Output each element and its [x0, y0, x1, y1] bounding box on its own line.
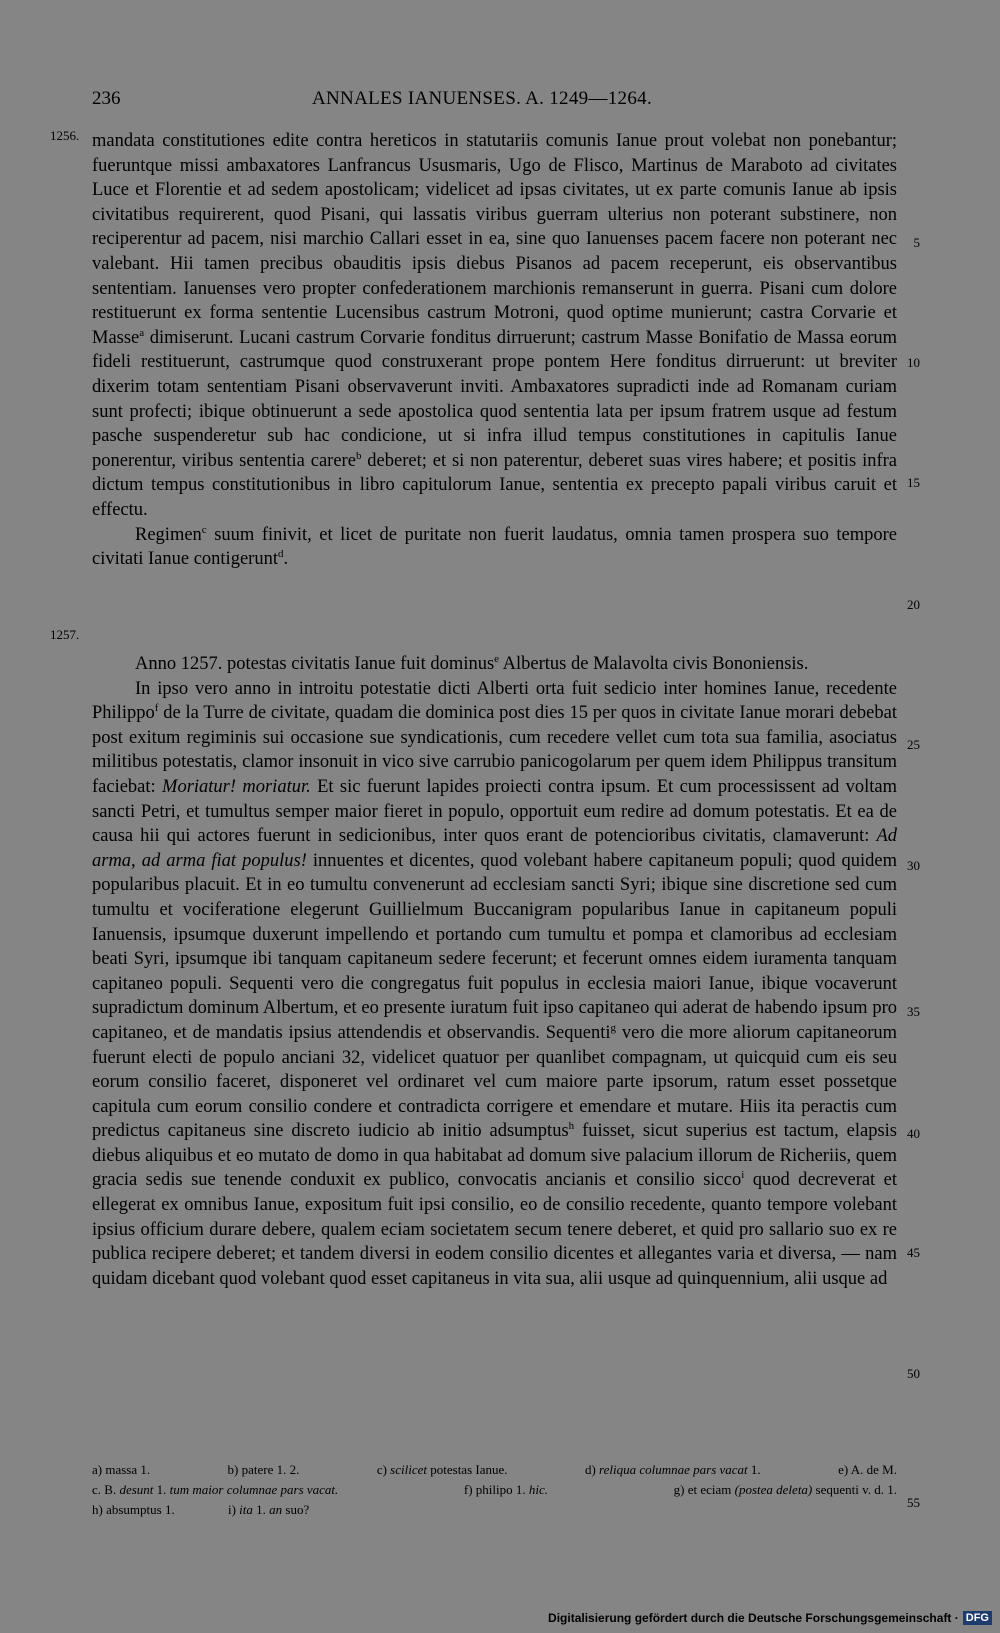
footnote-ref: g: [610, 1021, 616, 1034]
footnote-b: b) patere 1. 2.: [227, 1462, 300, 1477]
line-number: 50: [907, 1366, 920, 1381]
footnote-c: c) scilicet potestas Ianue.: [376, 1462, 508, 1477]
footnote-ref: f: [154, 702, 159, 715]
footnote-d: d) reliqua columnae pars vacat 1.: [584, 1462, 761, 1477]
footnotes: [92, 1460, 897, 1520]
footnote-ref: i: [741, 1169, 745, 1182]
footnote-f: f) philipo 1. hic.: [463, 1482, 549, 1497]
footnote-e-cont: c. B. desunt 1. tum maior columnae pars vacat.: [92, 1482, 339, 1497]
paragraph: In ipso vero anno in introitu potestatie dicti Alberti orta fuit sedicio inter homines Ianue, recedente Philippo$^f$ de la Turre de civitate, quadam die dominica post dies 15 per quos in civitate Ianue morari debebat post exitum regiminis sui occasione sue syndicationis, cum recedere vellet cum tota sua familia, asociatus militibus potestatis, clamor insonuit in vico sive carrubio panicogolarum per quem idem Philippus transitum faciebat: Moriatur! moriatur. Et sic fuerunt lapides proiecti contra ipsum. Et cum processissent ad voltam sancti Petri, et tumultus semper maior fieret in populo, opportuit eum redire ad domum potestatis. Et ea de causa hii qui actores fuerunt in sedicionibus, inter quos erant de potencioribus civitatis, clamaverunt: Ad arma, ad arma fiat populus! innuentes et dicentes, quod volebant habere capitaneum populi; quod quidem popularibus placuit. Et in eo tumultu convenerunt ad ecclesiam sancti Syri; ibique sine discretione sed cum tumultu et vociferatione elegerunt Guillielmum Buccanigram popularibus Ianue in capitaneum populi Ianuensis, ipsumque duxerunt impellendo et portando cum tumultu et pompa et clamoribus ad ecclesiam beati Syri, ipsumque ibi tanquam capitaneum sedere fecerunt; et fecerunt omnes eidem iuramenta tanquam capitaneo populi. Sequenti vero die congregatus fuit populus in ecclesia maiori Ianue, ibique vocaverunt supradictum dominum Albertum, et eo presente iuratum fuit ipso capitaneo qui aderat de habendo ipsum pro capitaneo, et de mandatis ipsius attendendis et observandis. Sequenti$^g$ vero die more aliorum capitaneorum fuerunt electi de populo anciani 32, videlicet quatuor per quanlibet compagnam, ut quicquid cum eis seu eorum consilio faceret, disponeret vel ordinaret vel cum maiore parte ipsorum, ratum esset possetque capitula cum eorum consilio condere et contradicta corrigere et emendare et mutare. Hiis ita peractis cum predictus capitaneus sine discreto iudicio ab initio adsumptus$^h$ fuisset, sicut superius est tactum, elapsis diebus aliquibus et eo mutato de domo in qua habitabat ad domum sive palacium illorum de Richeriis, quem gracia sedis sue tenende conduxit ex publico, convocatis ancianis et consilio sicco$^i$ quod decreverat et ellegerat ex omnibus Ianue, expositum fuit ipsi consilio, eo de consilio recedente, quanto tempore volebant ipsius officium durare debere, qualem eciam societatem secum tenere deberet, et quid pro sallario suo ex re publica recipere deberet; et tandem diversi in eodem consilio dicentes et allegantes varia et diversa, — nam quidam dicebant quod volebant quod esset capitaneus in vita sua, alii usque ad quinquennium, alii usque ad: [92, 678, 897, 1289]
line-number: 5: [913, 235, 920, 250]
line-number: 10: [907, 355, 920, 370]
line-number: 30: [907, 858, 920, 873]
running-header: [92, 88, 892, 114]
paragraph: Regimen$^c$ suum finivit, et licet de puritate non fuerit laudatus, omnia tamen prospera suo tempore civitati Ianue contigerunt$^d$.: [92, 523, 897, 570]
paragraph: Anno 1257. potestas civitatis Ianue fuit dominus$^e$ Albertus de Malavolta civis Bononiensis.: [135, 652, 809, 674]
footnote-ref: b: [355, 449, 362, 462]
digitization-credit: [548, 1611, 992, 1625]
footnote-row: [92, 1480, 897, 1500]
footnote-row: [92, 1500, 897, 1520]
page-number: 236: [92, 88, 121, 109]
footnote-h: h) absumptus 1.: [92, 1502, 175, 1517]
margin-year-1256: 1256.: [50, 128, 80, 143]
section-1256: [92, 129, 897, 572]
footnote-ref: a: [139, 326, 145, 339]
line-number: 55: [907, 1495, 920, 1510]
italic-quote: Moriatur! moriatur.: [162, 776, 311, 797]
line-number: 40: [907, 1126, 920, 1141]
footnote-g: g) et eciam (postea deleta) sequenti v. d. 1.: [673, 1482, 897, 1497]
footnote-ref: e: [494, 652, 500, 665]
italic-quote: Ad arma, ad arma fiat populus!: [92, 826, 897, 871]
line-number: 45: [907, 1245, 920, 1260]
line-number: 25: [907, 737, 920, 752]
footnote-ref: d: [277, 547, 284, 560]
footnote-row: [92, 1460, 897, 1480]
credit-text: Digitalisierung gefördert durch die Deutsche Forschungsgemeinschaft ·: [548, 1611, 959, 1625]
footnote-ref: c: [201, 523, 207, 536]
line-number: 35: [907, 1004, 920, 1019]
line-number: 15: [907, 475, 920, 490]
footnote-i: i) ita 1. an suo?: [227, 1502, 310, 1517]
footnote-a: a) massa 1.: [92, 1462, 151, 1477]
footnote-e: e) A. de M.: [838, 1462, 897, 1477]
section-1257: [92, 652, 897, 1291]
running-title: ANNALES IANUENSES. A. 1249—1264.: [312, 88, 652, 109]
footnote-ref: h: [568, 1120, 575, 1133]
dfg-logo-icon: DFG: [963, 1611, 992, 1625]
line-number: 20: [907, 597, 920, 612]
margin-year-1257: 1257.: [50, 627, 80, 642]
paragraph: mandata constitutiones edite contra hereticos in statutariis comunis Ianue prout volebat non ponebantur; fueruntque missi ambaxatores Lanfrancus Ususmaris, Ugo de Flisco, Martinus de Maraboto ad civitates Luce et Florentie et ad sedem apostolicam; videlicet ad ipsas civitates, ut ex parte comunis Ianue ab ipsis civitatibus requirerent, quod Pisani, qui lassatis viribus guerram ulterius non poterant substinere, non reciperentur ad pacem, nisi marchio Callari esset in ea, sine quo Ianuenses pacem facere non poterant nec valebant. Hii tamen precibus obauditis ipsis diebus Pisanos ad pacem receperunt, eis observantibus sententiam. Ianuenses vero propter confederationem marchionis remanserunt in guerra. Pisani cum dolore restituerunt ex forma sententie Lucensibus castrum Motroni, quod optime munierunt; castra Corvarie et Masse$^a$ dimiserunt. Lucani castrum Corvarie fonditus dirruerunt; castrum Masse Bonifatio de Massa eorum fideli restituerunt, castrumque quod construxerant prope pontem Here fonditus dirruerunt: ut breviter dixerim totam sententiam Pisani observaverunt inviti. Ambaxatores supradicti inde ad Romanam curiam sunt profecti; ibique obtinuerunt a sede apostolica quod sententia lata per ipsum fratrem usque ad festum pasche suspenderetur sub hac condicione, ut si infra illud tempus constitutiones in capitulis Ianue ponerentur, viribus sententia carere$^b$ deberet; et si non paterentur, deberet suas vires habere; et positis infra dictum tempus constitutionibus in libro capitulorum Ianue, sententia ex precepto papali viribus caruit et effectu.: [92, 131, 898, 520]
